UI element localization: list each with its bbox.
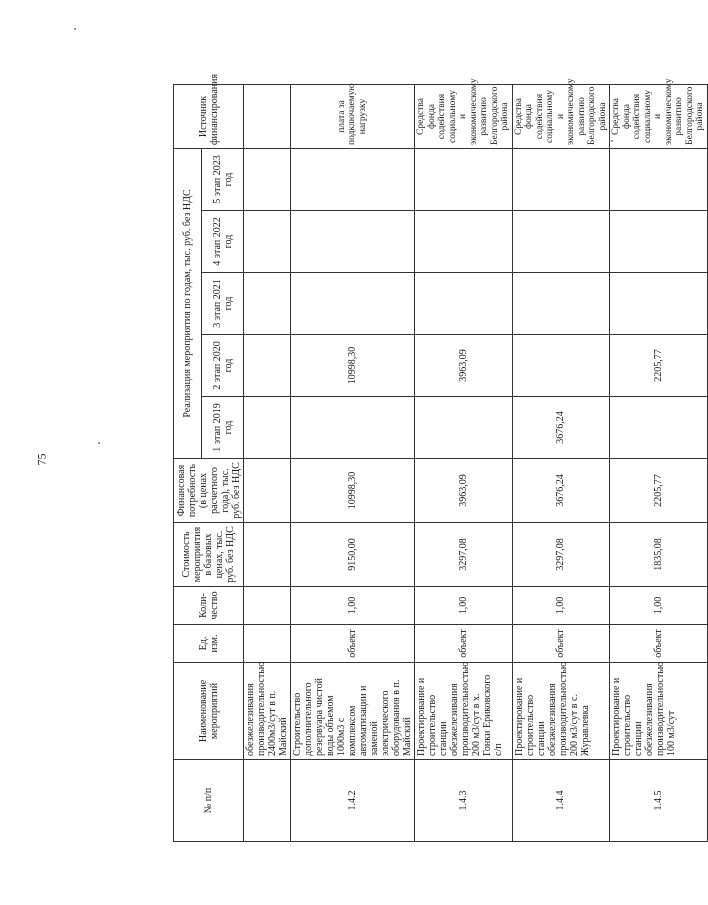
row-year — [244, 273, 291, 335]
row-year — [512, 211, 610, 273]
row-qty — [244, 587, 291, 625]
row-year — [415, 211, 513, 273]
scan-speck — [74, 28, 76, 30]
row-unit — [244, 625, 291, 663]
header-year: 1 этап 2019 год — [202, 397, 244, 459]
header-year: 3 этап 2021 год — [202, 273, 244, 335]
row-qty: 1,00 — [512, 587, 610, 625]
header-cost: Стоимость мероприятия в базовых ценах, тыс. руб. без НДС — [174, 523, 244, 587]
header-num: № п/п — [174, 760, 244, 842]
row-source — [244, 84, 291, 148]
row-num: 1.4.2 — [291, 760, 415, 842]
header-need: Финансовая потребность (в ценах расчетного года), тыс. руб. без НДС — [174, 459, 244, 523]
row-year — [244, 211, 291, 273]
row-qty: 1,00 — [291, 587, 415, 625]
row-need: 2205,77 — [610, 459, 708, 523]
row-need: 3963,09 — [415, 459, 513, 523]
row-num: 1.4.5 — [610, 760, 708, 842]
row-year — [291, 148, 415, 210]
row-year — [512, 148, 610, 210]
row-year — [291, 211, 415, 273]
row-year — [610, 211, 708, 273]
row-cost: 1835,08 — [610, 523, 708, 587]
row-need: 10998,30 — [291, 459, 415, 523]
table-row — [291, 84, 415, 841]
row-year — [610, 148, 708, 210]
row-year — [512, 273, 610, 335]
header-year: 4 этап 2022 год — [202, 211, 244, 273]
row-num — [244, 760, 291, 842]
header-qty: Коли-чество — [174, 587, 244, 625]
row-name: Проектирование и строительство станции обезжелезивания производительностью 100 м3/сут — [610, 663, 708, 760]
row-year: 3963,09 — [415, 335, 513, 397]
row-cost: 3297,08 — [415, 523, 513, 587]
row-year: 3676,24 — [512, 397, 610, 459]
row-year — [512, 335, 610, 397]
row-year — [415, 397, 513, 459]
header-year: 5 этап 2023 год — [202, 148, 244, 210]
row-year: 10998,30 — [291, 335, 415, 397]
row-year — [244, 148, 291, 210]
scan-speck — [611, 140, 613, 142]
row-source: Средства фонда содействия социальному и экономическому развитию Белгородского района — [512, 84, 610, 148]
header-unit: Ед. изм. — [174, 625, 244, 663]
table-row — [415, 84, 513, 841]
row-name: Проектирование и строительство станции обезжелезивания производительностью 200 м3/сут в с. Журавлевка — [512, 663, 610, 760]
row-year — [610, 397, 708, 459]
row-need: 3676,24 — [512, 459, 610, 523]
scan-speck — [98, 442, 100, 444]
row-year — [291, 397, 415, 459]
row-cost — [244, 523, 291, 587]
header-impl: Реализация мероприятия по годам, тыс. руб. без НДС — [174, 148, 202, 458]
row-unit: объект — [291, 625, 415, 663]
row-name: Проектирование и строительство станции обезжелезивания производительностью 200 м3/сут в х. Гонки Ериковского с/п — [415, 663, 513, 760]
header-row — [174, 84, 202, 841]
row-source: Средства фонда содействия социальному и экономическому развитию Белгородского района — [415, 84, 513, 148]
header-source: Источник финансирования — [174, 84, 244, 148]
row-need — [244, 459, 291, 523]
header-name: Наименование мероприятий — [174, 663, 244, 760]
row-name: обезжелезивания производительностью 2400м3/сут в п. Майский — [244, 663, 291, 760]
row-year — [244, 335, 291, 397]
financing-table — [173, 73, 708, 842]
row-cost: 9150,00 — [291, 523, 415, 587]
table-row — [244, 84, 291, 841]
row-year — [415, 148, 513, 210]
row-year — [291, 273, 415, 335]
row-source: плата за подключаемую нагрузку — [291, 84, 415, 148]
page-number: 75 — [34, 453, 49, 466]
row-year — [415, 273, 513, 335]
row-year: 2205,77 — [610, 335, 708, 397]
table-row — [512, 84, 610, 841]
row-source: Средства фонда содействия социальному и экономическому развитию Белгородского района — [610, 84, 708, 148]
row-name: Строительство дополнительного резервуара чистой воды объемом 1000м3 с комплексом автоматизации и заменой электрического оборудования в п. Майский — [291, 663, 415, 760]
row-qty: 1,00 — [610, 587, 708, 625]
header-year: 2 этап 2020 год — [202, 335, 244, 397]
rotated-table-wrapper — [173, 73, 705, 842]
row-num: 1.4.4 — [512, 760, 610, 842]
row-num: 1.4.3 — [415, 760, 513, 842]
row-cost: 3297,08 — [512, 523, 610, 587]
row-year — [610, 273, 708, 335]
row-unit: объект — [512, 625, 610, 663]
row-year — [244, 397, 291, 459]
row-unit: объект — [415, 625, 513, 663]
table-row — [610, 84, 708, 841]
row-qty: 1,00 — [415, 587, 513, 625]
row-unit: объект — [610, 625, 708, 663]
